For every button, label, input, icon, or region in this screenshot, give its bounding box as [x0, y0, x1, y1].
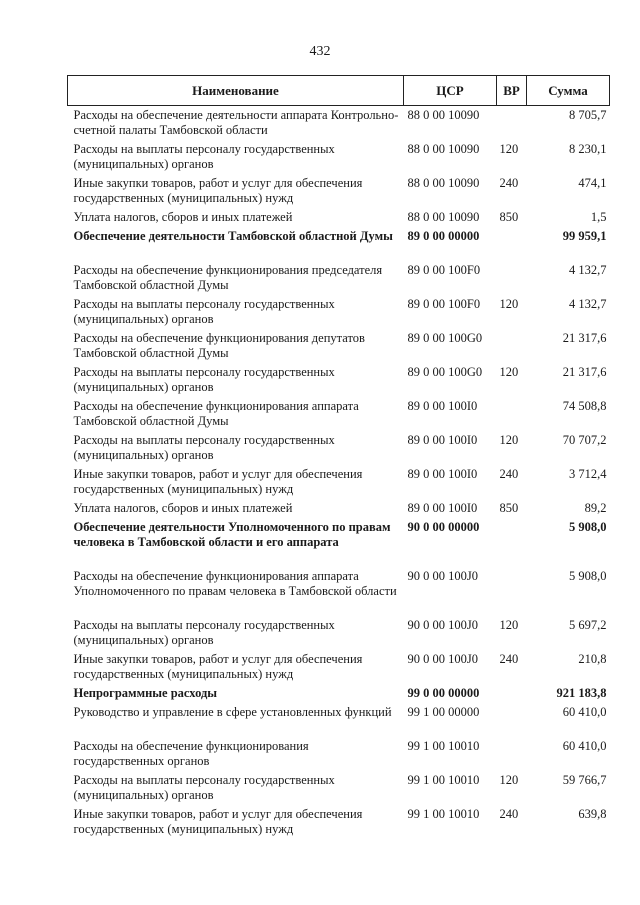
cell-name: Расходы на выплаты персоналу государственных (муниципальных) органов [73, 433, 335, 462]
header-vr: ВР [497, 76, 527, 106]
cell-vr [497, 567, 527, 616]
header-name: Наименование [68, 76, 404, 106]
table-row [68, 650, 610, 684]
header-sum: Сумма [527, 76, 610, 106]
cell-vr [497, 684, 527, 703]
cell-sum: 8 705,7 [569, 108, 607, 122]
table-row [68, 499, 610, 518]
cell-csr: 90 0 00 00000 [407, 520, 480, 534]
table-row [68, 174, 610, 208]
cell-sum: 5 697,2 [569, 618, 607, 632]
cell-name: Расходы на выплаты персоналу государственных (муниципальных) органов [73, 365, 335, 394]
cell-vr [497, 518, 527, 567]
table-row [68, 431, 610, 465]
cell-vr: 240 [499, 652, 519, 666]
cell-name: Иные закупки товаров, работ и услуг для обеспечения государственных (муниципальных) нужд [73, 467, 363, 496]
cell-sum: 639,8 [578, 807, 607, 821]
cell-csr: 89 0 00 100F0 [407, 297, 481, 311]
cell-name: Обеспечение деятельности Тамбовской областной Думы [73, 229, 393, 243]
cell-name: Иные закупки товаров, работ и услуг для обеспечения государственных (муниципальных) нужд [73, 652, 363, 681]
cell-csr: 89 0 00 00000 [407, 229, 480, 243]
cell-name: Иные закупки товаров, работ и услуг для обеспечения государственных (муниципальных) нужд [73, 176, 363, 205]
cell-sum: 60 410,0 [562, 705, 607, 719]
cell-sum: 60 410,0 [562, 739, 607, 753]
cell-name: Расходы на выплаты персоналу государственных (муниципальных) органов [73, 618, 335, 647]
cell-csr: 88 0 00 10090 [407, 108, 480, 122]
cell-sum: 921 183,8 [556, 686, 607, 700]
cell-sum: 5 908,0 [569, 520, 607, 534]
cell-sum: 4 132,7 [569, 263, 607, 277]
table-row [68, 616, 610, 650]
cell-sum: 99 959,1 [562, 229, 607, 243]
cell-name: Расходы на обеспечение функционирования председателя Тамбовской областной Думы [73, 263, 383, 292]
cell-vr: 120 [499, 142, 519, 156]
cell-sum: 21 317,6 [562, 331, 607, 345]
cell-sum: 59 766,7 [562, 773, 607, 787]
cell-name: Расходы на обеспечение функционирования аппарата Уполномоченного по правам человека в Тамбовской области [73, 569, 397, 598]
table-row [68, 295, 610, 329]
cell-name: Уплата налогов, сборов и иных платежей [73, 210, 293, 224]
table-row [68, 684, 610, 703]
cell-sum: 3 712,4 [569, 467, 607, 481]
cell-vr: 240 [499, 807, 519, 821]
cell-csr: 89 0 00 100G0 [407, 331, 483, 345]
table-row [68, 140, 610, 174]
cell-csr: 88 0 00 10090 [407, 176, 480, 190]
cell-vr [497, 106, 527, 141]
budget-table-container [67, 75, 609, 839]
table-row [68, 261, 610, 295]
cell-vr [497, 703, 527, 737]
table-row [68, 805, 610, 839]
cell-sum: 4 132,7 [569, 297, 607, 311]
cell-vr [497, 261, 527, 295]
budget-table [67, 75, 610, 839]
cell-name: Расходы на выплаты персоналу государственных (муниципальных) органов [73, 773, 335, 802]
cell-name: Иные закупки товаров, работ и услуг для обеспечения государственных (муниципальных) нужд [73, 807, 363, 836]
cell-sum: 70 707,2 [562, 433, 607, 447]
cell-csr: 89 0 00 100I0 [407, 501, 478, 515]
cell-name: Расходы на обеспечение функционирования государственных органов [73, 739, 309, 768]
header-row [68, 76, 610, 106]
cell-sum: 8 230,1 [569, 142, 607, 156]
cell-csr: 89 0 00 100G0 [407, 365, 483, 379]
cell-vr: 120 [499, 773, 519, 787]
table-header [68, 76, 610, 106]
cell-vr: 240 [499, 467, 519, 481]
cell-vr [497, 737, 527, 771]
table-row [68, 329, 610, 363]
cell-csr: 99 1 00 10010 [407, 739, 480, 753]
cell-name: Руководство и управление в сфере установленных функций [73, 705, 392, 719]
cell-vr [497, 329, 527, 363]
page-number: 432 [309, 44, 331, 59]
cell-csr: 99 1 00 00000 [407, 705, 480, 719]
cell-sum: 210,8 [578, 652, 607, 666]
cell-vr: 120 [499, 365, 519, 379]
cell-sum: 21 317,6 [562, 365, 607, 379]
cell-csr: 90 0 00 100J0 [407, 618, 478, 632]
table-row [68, 771, 610, 805]
table-row [68, 397, 610, 431]
cell-name: Обеспечение деятельности Уполномоченного по правам человека в Тамбовской области и его аппарата [73, 520, 391, 549]
cell-csr: 99 1 00 10010 [407, 807, 480, 821]
cell-name: Расходы на обеспечение функционирования депутатов Тамбовской областной Думы [73, 331, 365, 360]
table-row [68, 106, 610, 141]
cell-vr: 120 [499, 618, 519, 632]
table-body [68, 106, 610, 840]
table-row [68, 363, 610, 397]
header-csr: ЦСР [404, 76, 497, 106]
cell-csr: 99 0 00 00000 [407, 686, 480, 700]
cell-csr: 89 0 00 100I0 [407, 433, 478, 447]
cell-name: Расходы на обеспечение функционирования аппарата Тамбовской областной Думы [73, 399, 359, 428]
cell-name: Расходы на выплаты персоналу государственных (муниципальных) органов [73, 142, 335, 171]
table-row [68, 737, 610, 771]
cell-csr: 89 0 00 100I0 [407, 467, 478, 481]
cell-csr: 90 0 00 100J0 [407, 652, 478, 666]
cell-vr [497, 227, 527, 261]
cell-name: Непрограммные расходы [73, 686, 218, 700]
cell-name: Расходы на обеспечение деятельности аппарата Контрольно-счетной палаты Тамбовской области [73, 108, 399, 137]
table-row [68, 208, 610, 227]
cell-vr: 120 [499, 433, 519, 447]
cell-vr: 240 [499, 176, 519, 190]
cell-sum: 74 508,8 [562, 399, 607, 413]
cell-csr: 89 0 00 100I0 [407, 399, 478, 413]
table-row [68, 227, 610, 261]
table-row [68, 518, 610, 567]
cell-vr: 850 [499, 210, 519, 224]
table-row [68, 567, 610, 616]
cell-vr [497, 397, 527, 431]
cell-csr: 88 0 00 10090 [407, 210, 480, 224]
table-row [68, 465, 610, 499]
cell-sum: 1,5 [590, 210, 607, 224]
cell-csr: 89 0 00 100F0 [407, 263, 481, 277]
table-row [68, 703, 610, 737]
cell-vr: 120 [499, 297, 519, 311]
cell-csr: 90 0 00 100J0 [407, 569, 478, 583]
cell-csr: 99 1 00 10010 [407, 773, 480, 787]
cell-sum: 89,2 [584, 501, 607, 515]
cell-csr: 88 0 00 10090 [407, 142, 480, 156]
cell-sum: 5 908,0 [569, 569, 607, 583]
cell-name: Уплата налогов, сборов и иных платежей [73, 501, 293, 515]
cell-vr: 850 [499, 501, 519, 515]
cell-name: Расходы на выплаты персоналу государственных (муниципальных) органов [73, 297, 335, 326]
cell-sum: 474,1 [578, 176, 607, 190]
